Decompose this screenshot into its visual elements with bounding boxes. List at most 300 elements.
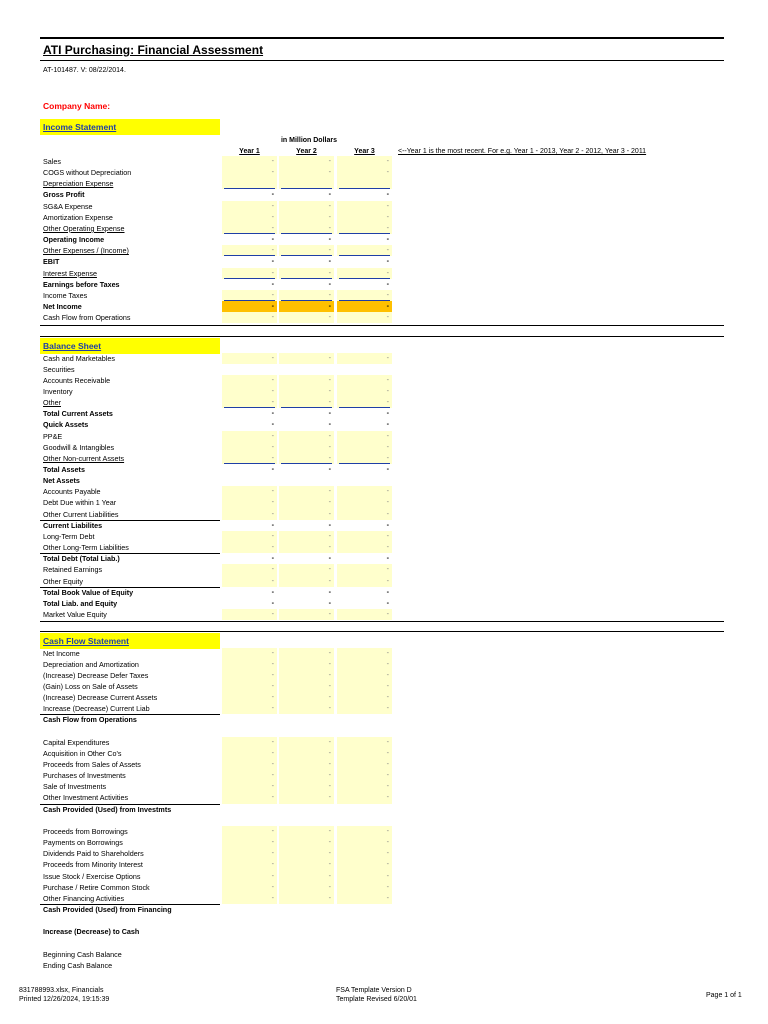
top-rule [40,37,724,39]
cell-value: - [328,289,331,299]
cashflow-year-2-cell[interactable] [279,692,334,703]
income-row [40,268,396,279]
balance-year-3-cell[interactable] [337,564,392,575]
cell-value: - [271,680,274,690]
cashflow-year-2-cell[interactable] [279,670,334,681]
cell-value: - [386,703,389,713]
units-label: in Million Dollars [280,137,337,144]
cashflow-year-1-cell[interactable] [222,882,277,893]
cell-value: - [271,825,274,835]
balance-year-1-cell [222,553,277,564]
cashflow-year-1-cell[interactable] [222,670,277,681]
cell-value: - [386,234,389,244]
cashflow-year-1-cell[interactable] [222,703,277,714]
cell-value: - [328,189,331,199]
balance-row [40,509,396,520]
income-row [40,178,396,189]
cashflow-year-2-cell[interactable] [279,648,334,659]
balance-row [40,564,396,575]
income-year-1-cell[interactable] [222,290,277,301]
cell-value: - [386,486,389,496]
balance-row-label: Debt Due within 1 Year [43,498,117,508]
cell-value: - [386,792,389,802]
cell-value: - [271,848,274,858]
cell-value: - [271,300,274,310]
cell-value: - [328,542,331,552]
cell-value: - [271,781,274,791]
cell-value: - [271,441,274,451]
income-row-label: Operating Income [43,235,105,245]
balance-row [40,587,396,598]
cell-value: - [386,825,389,835]
balance-year-2-cell[interactable] [279,386,334,397]
income-row-label: Amortization Expense [43,212,113,222]
cashflow-year-1-cell[interactable] [222,837,277,848]
balance-year-3-cell[interactable] [337,397,392,408]
cell-value: - [386,736,389,746]
cell-value: - [271,586,274,596]
income-row-label: Earnings before Taxes [43,279,120,289]
cashflow-year-3-cell[interactable] [337,871,392,882]
income-year-2-cell[interactable] [279,312,334,323]
cashflow-year-3-cell[interactable] [337,893,392,904]
cell-value: - [386,837,389,847]
income-row-label: Other Operating Expense [43,223,125,233]
income-row [40,201,396,212]
cashflow-year-1-cell[interactable] [222,737,277,748]
cashflow-year-3-cell[interactable] [337,859,392,870]
cashflow-year-1-cell[interactable] [222,770,277,781]
balance-row-label: Accounts Payable [43,487,101,497]
cashflow-row-label: Cash Provided (Used) from Investmts [43,804,172,814]
cell-value: - [386,267,389,277]
income-year-1-cell[interactable] [222,167,277,178]
cashflow-row-label: Dividends Paid to Shareholders [43,849,144,859]
cell-value: - [328,680,331,690]
balance-year-1-cell[interactable] [222,609,277,620]
income-row [40,301,396,312]
cell-value: - [271,792,274,802]
balance-section-rule-1 [40,621,724,622]
cashflow-row [40,781,396,792]
income-year-1-cell [222,256,277,267]
cell-value: - [328,519,331,529]
cashflow-row-label: Purchases of Investments [43,771,126,781]
income-year-1-cell[interactable] [222,178,277,189]
cashflow-year-3-cell[interactable] [337,759,392,770]
balance-year-1-cell[interactable] [222,353,277,364]
balance-year-3-cell[interactable] [337,442,392,453]
cell-value: - [328,497,331,507]
cell-value: - [271,837,274,847]
cell-value: - [328,156,331,165]
cell-value: - [386,680,389,690]
balance-year-2-cell[interactable] [279,453,334,464]
income-year-2-cell[interactable] [279,167,334,178]
cashflow-row [40,792,396,803]
balance-year-2-cell[interactable] [279,397,334,408]
income-year-3-cell [337,301,392,312]
balance-year-2-cell[interactable] [279,431,334,442]
cashflow-year-3-cell[interactable] [337,703,392,714]
cashflow-year-3-cell[interactable] [337,792,392,803]
cashflow-row [40,670,396,681]
cashflow-year-1-cell[interactable] [222,659,277,670]
cell-value: - [328,385,331,395]
income-year-3-cell[interactable] [337,178,392,189]
cell-value: - [328,245,331,255]
cashflow-year-3-cell[interactable] [337,737,392,748]
cell-value: - [328,870,331,880]
balance-year-2-cell[interactable] [279,442,334,453]
cashflow-year-3-cell[interactable] [337,692,392,703]
cell-value: - [271,278,274,288]
cashflow-row-label: Cash Provided (Used) from Financing [43,904,172,914]
balance-year-1-cell[interactable] [222,509,277,520]
cell-value: - [328,736,331,746]
cashflow-row [40,960,396,971]
cell-value: - [328,703,331,713]
cashflow-year-2-cell[interactable] [279,871,334,882]
cell-value: - [386,300,389,310]
cell-value: - [328,759,331,768]
cashflow-year-3-cell[interactable] [337,770,392,781]
cashflow-year-1-cell[interactable] [222,681,277,692]
cashflow-year-1-cell[interactable] [222,792,277,803]
balance-row [40,475,396,486]
balance-year-3-cell[interactable] [337,509,392,520]
balance-row-label: Securities [43,364,75,374]
balance-row [40,531,396,542]
cell-value: - [386,430,389,440]
cell-value: - [271,385,274,395]
cell-value: - [386,211,389,221]
cell-value: - [271,736,274,746]
cashflow-year-1-cell[interactable] [222,871,277,882]
balance-row-label: Market Value Equity [43,609,107,619]
cashflow-year-3-cell [337,714,392,725]
cashflow-row-label: Acquisition in Other Co's [43,748,122,758]
income-year-3-cell[interactable] [337,223,392,234]
balance-year-3-cell [337,598,392,609]
balance-year-1-cell[interactable] [222,486,277,497]
cashflow-year-2-cell[interactable] [279,848,334,859]
cell-value: - [328,825,331,835]
cashflow-year-2-cell[interactable] [279,882,334,893]
cashflow-row-label: Proceeds from Borrowings [43,826,128,836]
cell-value: - [271,703,274,713]
document-id: AT-101487. V: 08/22/2014. [43,67,126,74]
income-year-1-cell[interactable] [222,223,277,234]
balance-year-3-cell[interactable] [337,453,392,464]
balance-year-3-cell[interactable] [337,576,392,587]
balance-year-1-cell[interactable] [222,497,277,508]
income-year-2-cell[interactable] [279,223,334,234]
cashflow-year-2-cell[interactable] [279,759,334,770]
income-year-1-cell[interactable] [222,268,277,279]
cashflow-year-1-cell[interactable] [222,781,277,792]
balance-year-2-cell[interactable] [279,486,334,497]
cashflow-year-2-cell[interactable] [279,659,334,670]
cashflow-year-2-cell[interactable] [279,792,334,803]
cashflow-year-1-cell [222,904,277,915]
income-year-3-cell [337,234,392,245]
page-title: ATI Purchasing: Financial Assessment [43,43,264,57]
balance-row [40,464,396,475]
cashflow-year-3-cell[interactable] [337,882,392,893]
balance-year-2-cell[interactable] [279,497,334,508]
footer-file-info [19,986,109,1004]
balance-year-1-cell[interactable] [222,453,277,464]
balance-year-1-cell[interactable] [222,531,277,542]
cell-value: - [271,553,274,563]
cell-value: - [271,464,274,473]
income-row [40,256,396,267]
title-rule [40,60,724,61]
income-year-3-cell[interactable] [337,245,392,256]
balance-year-2-cell[interactable] [279,509,334,520]
cell-value: - [386,408,389,418]
footer-page-number: Page 1 of 1 [706,992,742,999]
income-row-label: Gross Profit [43,190,85,200]
cashflow-row [40,893,396,904]
income-section-rule-2 [40,336,724,337]
cashflow-row [40,815,396,826]
income-year-3-cell[interactable] [337,167,392,178]
balance-year-2-cell [279,553,334,564]
cashflow-row [40,926,396,937]
year-2-header: Year 2 [296,148,317,155]
balance-row-label: Current Liabilites [43,520,103,530]
cashflow-year-1-cell[interactable] [222,648,277,659]
income-year-1-cell [222,279,277,290]
balance-year-1-cell[interactable] [222,431,277,442]
cell-value: - [328,647,331,657]
cell-value: - [328,508,331,518]
cell-value: - [271,289,274,299]
cell-value: - [271,234,274,244]
income-year-3-cell[interactable] [337,156,392,167]
cell-value: - [386,289,389,299]
cashflow-row-label: Depreciation and Amortization [43,659,139,669]
income-year-3-cell[interactable] [337,312,392,323]
cashflow-year-2-cell[interactable] [279,781,334,792]
income-row-label: Net Income [43,301,82,311]
income-year-1-cell[interactable] [222,201,277,212]
cell-value: - [271,564,274,574]
income-year-1-cell[interactable] [222,245,277,256]
income-year-3-cell[interactable] [337,268,392,279]
cell-value: - [386,519,389,529]
balance-year-3-cell[interactable] [337,609,392,620]
cell-value: - [386,608,389,618]
balance-year-1-cell [222,419,277,430]
cashflow-year-2-cell[interactable] [279,748,334,759]
cashflow-year-3-cell[interactable] [337,826,392,837]
cell-value: - [328,374,331,384]
balance-year-3-cell[interactable] [337,542,392,553]
cell-value: - [386,575,389,585]
balance-year-2-cell[interactable] [279,353,334,364]
balance-year-1-cell[interactable] [222,564,277,575]
cell-value: - [386,759,389,768]
income-row-label: Cash Flow from Operations [43,313,131,323]
cell-value: - [386,597,389,607]
income-year-3-cell[interactable] [337,212,392,223]
cell-value: - [271,245,274,255]
cell-value: - [328,211,331,221]
cell-value: - [271,222,274,232]
balance-year-2-cell[interactable] [279,564,334,575]
income-row [40,245,396,256]
balance-year-2-cell[interactable] [279,531,334,542]
balance-year-3-cell[interactable] [337,497,392,508]
cell-value: - [328,848,331,858]
balance-year-1-cell[interactable] [222,397,277,408]
balance-year-1-cell[interactable] [222,442,277,453]
balance-year-2-cell[interactable] [279,542,334,553]
cashflow-year-3-cell[interactable] [337,670,392,681]
cell-value: - [386,397,389,407]
cell-value: - [271,452,274,462]
balance-year-3-cell[interactable] [337,431,392,442]
cell-value: - [271,211,274,221]
cashflow-year-1-cell[interactable] [222,748,277,759]
income-year-1-cell[interactable] [222,312,277,323]
cashflow-row-label: (Increase) Decrease Defer Taxes [43,670,149,680]
income-year-2-cell[interactable] [279,290,334,301]
company-name-label: Company Name: [43,101,111,111]
income-year-2-cell[interactable] [279,268,334,279]
cashflow-year-1-cell[interactable] [222,893,277,904]
cashflow-row [40,804,396,815]
income-year-1-cell[interactable] [222,212,277,223]
cashflow-year-2-cell[interactable] [279,893,334,904]
cashflow-year-3-cell[interactable] [337,648,392,659]
balance-row-label: PP&E [43,431,63,441]
income-year-3-cell[interactable] [337,290,392,301]
cashflow-year-3-cell[interactable] [337,659,392,670]
cashflow-year-1-cell[interactable] [222,859,277,870]
cell-value: - [271,189,274,199]
income-year-2-cell[interactable] [279,201,334,212]
cell-value: - [386,385,389,395]
cashflow-row-label: Purchase / Retire Common Stock [43,882,150,892]
cashflow-year-3-cell[interactable] [337,748,392,759]
balance-year-3-cell[interactable] [337,531,392,542]
cell-value: - [328,312,331,322]
income-year-2-cell[interactable] [279,178,334,189]
cashflow-row-label: Ending Cash Balance [43,960,113,970]
income-row-label: Depreciation Expense [43,179,114,189]
income-year-3-cell[interactable] [337,201,392,212]
cell-value: - [328,300,331,310]
cell-value: - [386,770,389,780]
cashflow-year-2-cell[interactable] [279,859,334,870]
balance-year-1-cell[interactable] [222,542,277,553]
income-year-2-cell[interactable] [279,245,334,256]
cell-value: - [271,870,274,880]
cashflow-year-3-cell[interactable] [337,681,392,692]
cashflow-row [40,726,396,737]
cashflow-row [40,737,396,748]
balance-row [40,553,396,564]
cashflow-year-2-cell[interactable] [279,681,334,692]
cell-value: - [271,692,274,702]
balance-row-label: Accounts Receivable [43,375,111,385]
cashflow-year-1-cell[interactable] [222,848,277,859]
balance-year-3-cell[interactable] [337,486,392,497]
cashflow-row [40,904,396,915]
cashflow-row-label: Payments on Borrowings [43,838,123,848]
cell-value: - [328,486,331,496]
cell-value: - [271,747,274,757]
income-year-1-cell[interactable] [222,156,277,167]
cashflow-year-2-cell [279,804,334,815]
balance-year-2-cell[interactable] [279,375,334,386]
balance-year-3-cell[interactable] [337,375,392,386]
balance-row-label: Total Assets [43,465,85,474]
balance-year-1-cell[interactable] [222,375,277,386]
cashflow-year-1-cell[interactable] [222,826,277,837]
cashflow-year-3-cell[interactable] [337,837,392,848]
cashflow-year-1-cell [222,926,277,937]
balance-year-1-cell[interactable] [222,386,277,397]
cashflow-year-3-cell[interactable] [337,848,392,859]
cashflow-year-2-cell[interactable] [279,770,334,781]
balance-year-3-cell[interactable] [337,386,392,397]
cashflow-row-label: Sale of Investments [43,782,107,792]
cell-value: - [271,530,274,540]
cell-value: - [328,881,331,891]
income-row [40,156,396,167]
income-row-label: COGS without Depreciation [43,168,132,178]
cashflow-year-2-cell[interactable] [279,826,334,837]
balance-year-2-cell[interactable] [279,609,334,620]
balance-row-label: Total Debt (Total Liab.) [43,554,120,564]
income-year-2-cell[interactable] [279,156,334,167]
cashflow-year-2-cell[interactable] [279,737,334,748]
cashflow-row-label: Issue Stock / Exercise Options [43,871,141,881]
cell-value: - [271,647,274,657]
income-year-2-cell[interactable] [279,212,334,223]
cashflow-row-label: Beginning Cash Balance [43,949,122,959]
cell-value: - [328,430,331,440]
balance-year-2-cell[interactable] [279,576,334,587]
balance-section-rule-2 [40,631,724,632]
cell-value: - [386,508,389,518]
income-row-label: Sales [43,157,61,166]
balance-year-1-cell [222,475,277,486]
cashflow-year-3-cell[interactable] [337,781,392,792]
balance-row [40,431,396,442]
income-row-label: Other Expenses / (Income) [43,246,129,256]
cell-value: - [386,374,389,384]
cashflow-row-label: Increase (Decrease) Current Liab [43,704,150,714]
balance-year-1-cell[interactable] [222,576,277,587]
cell-value: - [386,167,389,177]
income-row-label: SG&A Expense [43,201,93,211]
cell-value: - [386,419,389,429]
balance-year-3-cell[interactable] [337,353,392,364]
balance-year-1-cell [222,587,277,598]
cashflow-year-2-cell[interactable] [279,837,334,848]
cashflow-year-1-cell[interactable] [222,692,277,703]
balance-year-2-cell [279,587,334,598]
balance-row [40,598,396,609]
cashflow-year-2-cell[interactable] [279,703,334,714]
cashflow-year-1-cell[interactable] [222,759,277,770]
